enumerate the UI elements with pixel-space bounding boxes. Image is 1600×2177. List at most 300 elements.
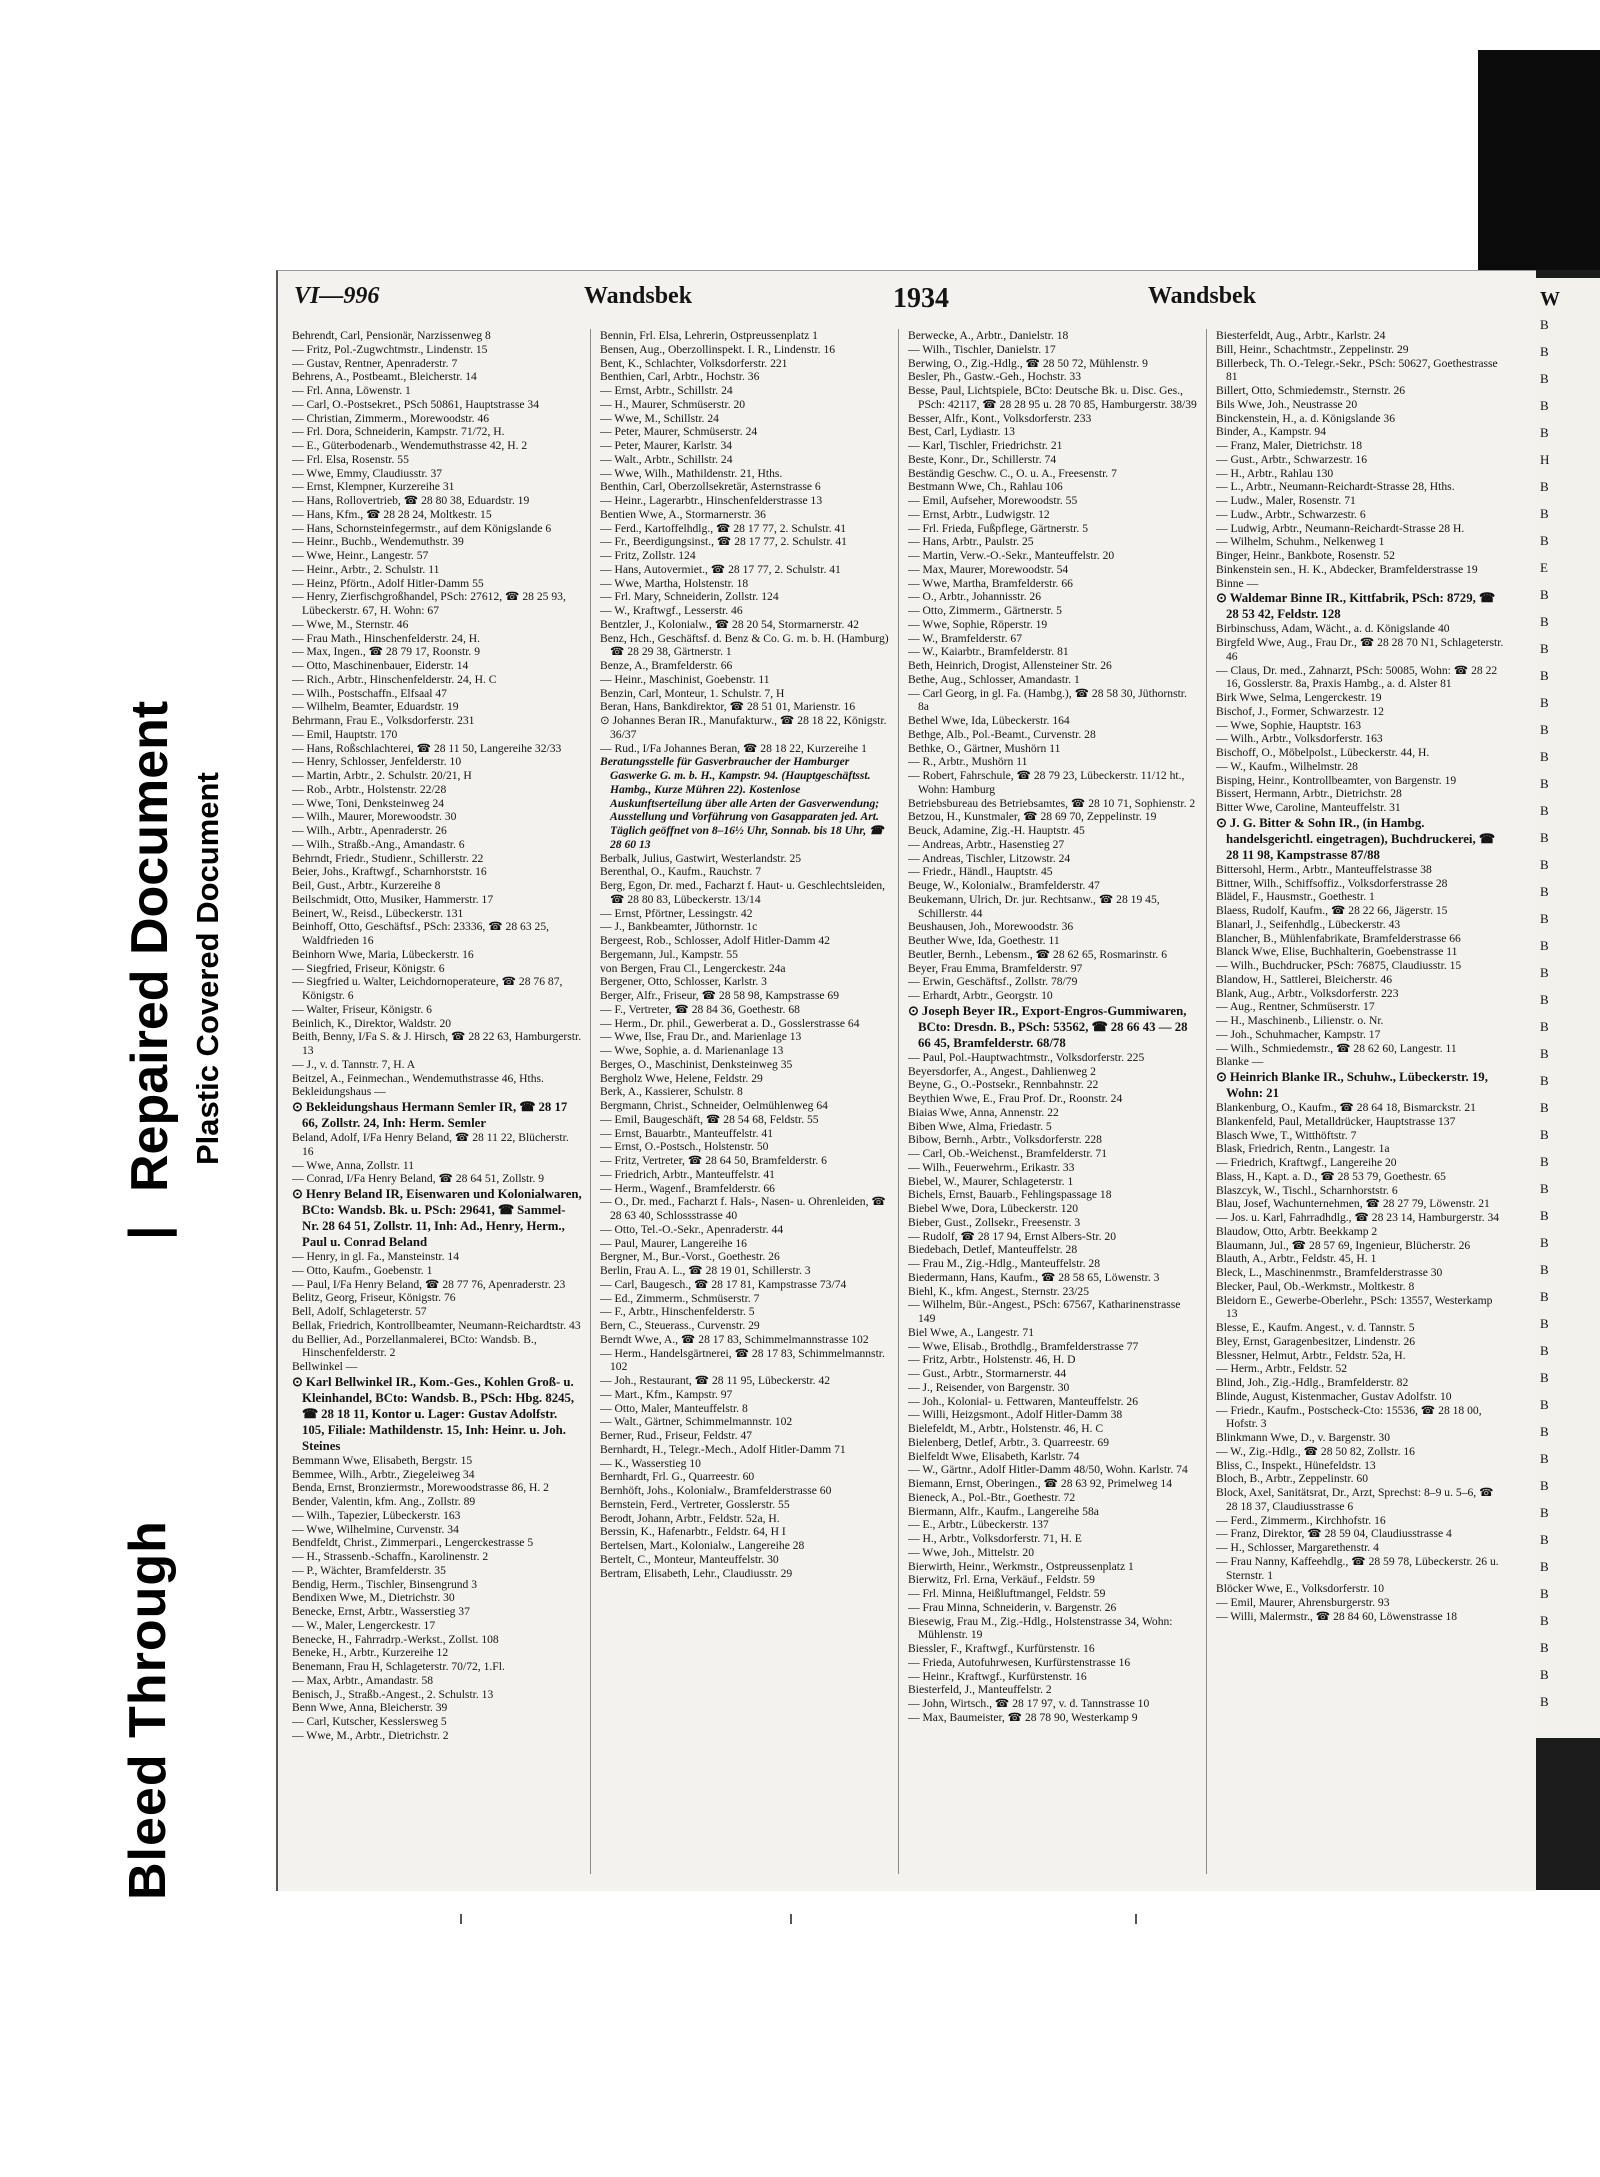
directory-entry: — Wwe, Sophie, Röperstr. 19 bbox=[908, 617, 1048, 631]
highlighted-listing: ⊙ Joseph Beyer IR., Export-Engros-Gummiwaren, BCto: Dresdn. B., PSch: 53562, ☎ 28 66 43 — 28 66 45, Bramfelderstr. 68/78 bbox=[908, 1003, 1188, 1050]
directory-entry: Billert, Otto, Schmiedemstr., Sternstr. 26 bbox=[1216, 384, 1406, 397]
next-page-stub: B bbox=[1540, 1424, 1549, 1439]
next-page-stub: B bbox=[1540, 1046, 1549, 1061]
next-page-stub: B bbox=[1540, 938, 1549, 953]
directory-entry: — Gust., Arbtr., Schwarzestr. 16 bbox=[1216, 452, 1368, 466]
directory-entry: — Henry, in gl. Fa., Mansteinstr. 14 bbox=[292, 1250, 460, 1263]
directory-entry: Bendixen Wwe, M., Dietrichstr. 30 bbox=[292, 1591, 455, 1605]
directory-entry: — Frau Minna, Schneiderin, v. Bargenstr. 26 bbox=[908, 1600, 1117, 1614]
directory-entry: — Gust., Arbtr., Stormarnerstr. 44 bbox=[908, 1367, 1067, 1380]
directory-entry: Beilschmidt, Otto, Musiker, Hammerstr. 17 bbox=[292, 892, 494, 906]
directory-entry: — Frl. Frieda, Fußpflege, Gärtnerstr. 5 bbox=[908, 521, 1088, 535]
directory-entry: Benisch, J., Straßb.-Angest., 2. Schulstr. 13 bbox=[292, 1687, 494, 1701]
directory-entry: Bertelt, C., Monteur, Manteuffelstr. 30 bbox=[600, 1552, 779, 1566]
directory-entry: — Friedrich, Arbtr., Manteuffelstr. 41 bbox=[600, 1167, 775, 1181]
directory-entry: Beth, Heinrich, Drogist, Allensteiner Str. 26 bbox=[908, 659, 1112, 672]
directory-entry: Bloch, B., Arbtr., Zeppelinstr. 60 bbox=[1216, 1472, 1368, 1486]
next-page-stub: B bbox=[1540, 1559, 1549, 1574]
directory-entry: Biedebach, Detlef, Manteuffelstr. 28 bbox=[908, 1243, 1078, 1257]
directory-entry: Beushausen, Joh., Morewoodstr. 36 bbox=[908, 920, 1074, 934]
directory-entry: — Peter, Maurer, Karlstr. 34 bbox=[600, 439, 733, 452]
directory-entry: — Hans, Schornsteinfegermstr., auf dem Königslande 6 bbox=[292, 521, 552, 535]
directory-entry: — Wilh., Tischler, Danielstr. 17 bbox=[908, 342, 1056, 356]
next-page-stub: B bbox=[1540, 1667, 1549, 1682]
directory-entry: — Siegfried, Friseur, Königstr. 6 bbox=[292, 961, 445, 975]
directory-entry: — Karl, Tischler, Friedrichstr. 21 bbox=[908, 439, 1063, 452]
directory-entry: — Ernst, Pförtner, Lessingstr. 42 bbox=[600, 906, 753, 920]
next-page-stub: B bbox=[1540, 371, 1549, 386]
next-page-stub: B bbox=[1540, 1235, 1549, 1250]
directory-entry: Berbalk, Julius, Gastwirt, Westerlandstr. 25 bbox=[600, 851, 802, 865]
directory-entry: — Rob., Arbtr., Holstenstr. 22/28 bbox=[292, 782, 447, 796]
directory-entry: — Carl, Kutscher, Kesslersweg 5 bbox=[292, 1715, 447, 1728]
directory-entry: — Max, Arbtr., Amandastr. 58 bbox=[292, 1673, 434, 1687]
directory-entry: — Wilhelm, Beamter, Eduardstr. 19 bbox=[292, 700, 459, 714]
directory-entry: Bischof, J., Former, Schwarzestr. 12 bbox=[1216, 704, 1384, 718]
next-page-header: W bbox=[1540, 288, 1560, 310]
next-page-stub: B bbox=[1540, 317, 1549, 332]
next-page-stub: B bbox=[1540, 803, 1549, 818]
directory-entry: — Carl, O.-Postsekret., PSch 50861, Hauptstrasse 34 bbox=[292, 397, 539, 411]
directory-entry: Blädel, F., Hausmstr., Goethestr. 1 bbox=[1216, 890, 1375, 904]
next-page-stub: B bbox=[1540, 830, 1549, 845]
directory-entry: Bethel Wwe, Ida, Lübeckerstr. 164 bbox=[908, 714, 1070, 727]
next-page-stub: B bbox=[1540, 1451, 1549, 1466]
directory-entry: — Heinr., Buchb., Wendemuthstr. 39 bbox=[292, 535, 464, 549]
next-page-stub: B bbox=[1540, 695, 1549, 710]
directory-entry: — Carl, Ob.-Weichenst., Bramfelderstr. 71 bbox=[908, 1147, 1108, 1160]
next-page-stub: B bbox=[1540, 1019, 1549, 1034]
directory-entry: — Wwe, Emmy, Claudiusstr. 37 bbox=[292, 466, 443, 480]
directory-entry: Blanck Wwe, Elise, Buchhalterin, Goebenstrasse 11 bbox=[1216, 945, 1458, 959]
directory-entry: Besse, Paul, Lichtspiele, BCto: Deutsche Bk. u. Disc. Ges., PSch: 42117, ☎ 28 28 95 u. 28 70 85, Hamburgerstr. 38/39 bbox=[908, 384, 1197, 411]
directory-entry: Bibow, Bernh., Arbtr., Volksdorferstr. 228 bbox=[908, 1133, 1102, 1147]
directory-entry: — Paul, Maurer, Langereihe 16 bbox=[600, 1236, 747, 1250]
directory-entry: — Ernst, Klempner, Kurzereihe 31 bbox=[292, 480, 455, 494]
directory-entry: Benda, Ernst, Bronziermstr., Morewoodstrasse 86, H. 2 bbox=[292, 1481, 549, 1495]
directory-entry: Beythien Wwe, E., Frau Prof. Dr., Roonstr. 24 bbox=[908, 1092, 1123, 1105]
directory-entry: Bestmann Wwe, Ch., Rahlau 106 bbox=[908, 480, 1063, 494]
next-page-stub: B bbox=[1540, 1478, 1549, 1493]
directory-entry: — Otto, Maschinenbauer, Eiderstr. 14 bbox=[292, 659, 469, 672]
directory-entry: Blaumann, Jul., ☎ 28 57 69, Ingenieur, Blücherstr. 26 bbox=[1216, 1238, 1471, 1252]
directory-entry: — F., Arbtr., Hinschenfelderstr. 5 bbox=[600, 1305, 755, 1319]
directory-entry: Beratungsstelle für Gasverbraucher der Hamburger Gaswerke G. m. b. H., Kampstr. 94. (Hauptgeschäftsst. Hambg., Kurze Mühren 22). Kostenlose Auskunftserteilung über alle Arten der Gasverwendung; Ausstellung und Vorführung von Gasapparaten jed. Art. Täglich geöffnet von 8–16½ Uhr, Sonnab. bis 18 Uhr, ☎ 28 60 13 bbox=[600, 755, 884, 851]
directory-entry: — Emil, Aufseher, Morewoodstr. 55 bbox=[908, 494, 1078, 507]
directory-entry: Behrens, A., Postbeamt., Bleicherstr. 14 bbox=[292, 370, 477, 384]
directory-entry: — J., v. d. Tannstr. 7, H. A bbox=[292, 1057, 416, 1071]
next-page-edge bbox=[1532, 278, 1600, 1738]
directory-entry: Bergemann, Jul., Kampstr. 55 bbox=[600, 947, 738, 961]
bleed-through-label: Bleed Through bbox=[119, 1520, 177, 1900]
directory-entry: Beland, Adolf, I/Fa Henry Beland, ☎ 28 11 22, Blücherstr. 16 bbox=[292, 1131, 569, 1158]
directory-entry: — Ferd., Zimmerm., Kirchhofstr. 16 bbox=[1216, 1513, 1386, 1527]
directory-entry: Biebel Wwe, Dora, Lübeckerstr. 120 bbox=[908, 1202, 1079, 1215]
directory-entry: Bielfeldt Wwe, Elisabeth, Karlstr. 74 bbox=[908, 1449, 1080, 1463]
next-page-stub: B bbox=[1540, 425, 1549, 440]
next-page-stub: B bbox=[1540, 506, 1549, 521]
directory-entry: Blancher, B., Mühlenfabrikate, Bramfelderstrasse 66 bbox=[1216, 931, 1461, 945]
directory-entry: Beste, Konr., Dr., Schillerstr. 74 bbox=[908, 452, 1057, 466]
directory-entry: Bierwitz, Frl. Erna, Verkäuf., Feldstr. 59 bbox=[908, 1573, 1095, 1587]
directory-entry: Beuck, Adamine, Zig.-H. Hauptstr. 45 bbox=[908, 824, 1085, 837]
scanner-border-top bbox=[1478, 50, 1600, 275]
directory-entry: — Hans, Autovermiet., ☎ 28 17 77, 2. Schulstr. 41 bbox=[600, 562, 841, 576]
directory-entry: — Wilhelm, Schuhm., Nelkenweg 1 bbox=[1216, 535, 1385, 549]
directory-entry: Benze, A., Bramfelderstr. 66 bbox=[600, 659, 733, 672]
directory-entry: Bieneck, A., Pol.-Btr., Goethestr. 72 bbox=[908, 1490, 1076, 1504]
directory-entry: Berodt, Johann, Arbtr., Feldstr. 52a, H. bbox=[600, 1511, 780, 1525]
next-page-stub: B bbox=[1540, 1289, 1549, 1304]
directory-entry: — Friedrich, Kraftwgf., Langereihe 20 bbox=[1216, 1156, 1397, 1169]
directory-entry: — Wilh., Schmiedemstr., ☎ 28 62 60, Langestr. 11 bbox=[1216, 1041, 1457, 1055]
directory-entry: — Otto, Maler, Manteuffelstr. 8 bbox=[600, 1401, 748, 1415]
directory-entry: — W., Zig.-Hdlg., ☎ 28 50 82, Zollstr. 16 bbox=[1216, 1444, 1415, 1458]
directory-entry: Beyersdorfer, A., Angest., Dahlienweg 2 bbox=[908, 1064, 1096, 1078]
directory-entry: — Max, Baumeister, ☎ 28 78 90, Westerkamp 9 bbox=[908, 1710, 1138, 1724]
next-page-stubs bbox=[1534, 311, 1600, 1715]
directory-entry: — K., Wasserstieg 10 bbox=[600, 1456, 701, 1470]
directory-entry: Bitter Wwe, Caroline, Manteuffelstr. 31 bbox=[1216, 801, 1401, 814]
directory-entry: — Emil, Maurer, Ahrensburgerstr. 93 bbox=[1216, 1596, 1390, 1609]
directory-entry: Block, Axel, Sanitätsrat, Dr., Arzt, Sprechst: 8–9 u. 5–6, ☎ 28 18 37, Claudiusstrasse 6 bbox=[1216, 1486, 1494, 1513]
directory-entry: Bethe, Aug., Schlosser, Amandastr. 1 bbox=[908, 672, 1080, 686]
directory-entry: Blesse, E., Kaufm. Angest., v. d. Tannstr. 5 bbox=[1216, 1321, 1415, 1334]
directory-entry: — Max, Ingen., ☎ 28 79 17, Roonstr. 9 bbox=[292, 645, 481, 659]
directory-entry: Bielefeldt, M., Arbtr., Holstenstr. 46, H. C bbox=[908, 1422, 1104, 1435]
directory-entry: Bern, C., Steuerass., Curvenstr. 29 bbox=[600, 1319, 760, 1332]
directory-entry: — Wwe, Elisab., Brothdlg., Bramfelderstrasse 77 bbox=[908, 1339, 1139, 1353]
directory-entry: Bergeest, Rob., Schlosser, Adolf Hitler-Damm 42 bbox=[600, 934, 830, 947]
directory-entry: — Herm., Handelsgärtnerei, ☎ 28 17 83, Schimmelmannstr. 102 bbox=[600, 1346, 885, 1374]
directory-entry: Beutler, Bernh., Lebensm., ☎ 28 62 65, Rosmarinstr. 6 bbox=[908, 947, 1168, 961]
directory-entry: Biel Wwe, A., Langestr. 71 bbox=[908, 1325, 1035, 1339]
directory-entry: Blau, Josef, Wachunternehmen, ☎ 28 27 79, Löwenstr. 21 bbox=[1216, 1197, 1490, 1211]
directory-entry: Berger, Alfr., Friseur, ☎ 28 58 98, Kampstrasse 69 bbox=[600, 989, 840, 1002]
directory-entry: — Wwe, Heinr., Langestr. 57 bbox=[292, 549, 429, 562]
next-page-stub: H bbox=[1540, 452, 1550, 467]
directory-entry: Bellak, Friedrich, Kontrollbeamter, Neumann-Reichardtstr. 43 bbox=[292, 1318, 581, 1332]
directory-entry: — Wilh., Arbtr., Volksdorferstr. 163 bbox=[1216, 732, 1383, 746]
directory-entry: Bichels, Ernst, Bauarb., Fehlingspassage 18 bbox=[908, 1188, 1112, 1202]
directory-entry: — E., Arbtr., Lübeckerstr. 137 bbox=[908, 1518, 1049, 1532]
directory-entry: Blaess, Rudolf, Kaufm., ☎ 28 22 66, Jägerstr. 15 bbox=[1216, 904, 1448, 917]
directory-entry: — Henry, Zierfischgroßhandel, PSch: 27612, ☎ 28 25 93, Lübeckerstr. 67, H. Wohn: 67 bbox=[292, 590, 566, 617]
next-page-stub: B bbox=[1540, 722, 1549, 737]
highlighted-listing: ⊙ J. G. Bitter & Sohn IR., (in Hambg. handelsgerichtl. eingetragen), Buchdruckerei, ☎ 28 11 98, Kampstrasse 87/88 bbox=[1216, 815, 1495, 862]
directory-entry: — Frl. Mary, Schneiderin, Zollstr. 124 bbox=[600, 590, 779, 604]
directory-entry: Berg, Egon, Dr. med., Facharzt f. Haut- u. Geschlechtsleiden, ☎ 28 80 83, Lübeckerstr. 13/14 bbox=[600, 879, 886, 906]
directory-entry: — W., Gärtnr., Adolf Hitler-Damm 48/50, Wohn. Karlstr. 74 bbox=[908, 1463, 1188, 1477]
directory-entry: Beuge, W., Kolonialw., Bramfelderstr. 47 bbox=[908, 879, 1100, 892]
directory-entry: Beier, Johs., Kraftwgf., Scharnhorststr. 16 bbox=[292, 865, 487, 879]
directory-entry: Bittner, Wilh., Schiffsoffiz., Volksdorferstrasse 28 bbox=[1216, 876, 1448, 890]
directory-entry: Biedermann, Hans, Kaufm., ☎ 28 58 65, Löwenstr. 3 bbox=[908, 1270, 1160, 1284]
directory-entry: — Wilh., Buchdrucker, PSch: 76875, Claudiusstr. 15 bbox=[1216, 959, 1462, 972]
directory-entry: — Rudolf, ☎ 28 17 94, Ernst Albers-Str. 20 bbox=[908, 1229, 1116, 1243]
directory-entry: — Frau M., Zig.-Hdlg., Manteuffelstr. 28 bbox=[908, 1257, 1101, 1270]
directory-entry: — Erhardt, Arbtr., Georgstr. 10 bbox=[908, 989, 1053, 1002]
directory-entry: Blask, Friedrich, Rentn., Langestr. 1a bbox=[1216, 1142, 1390, 1156]
directory-entry: — Fritz, Zollstr. 124 bbox=[600, 549, 696, 562]
directory-entry: Blauth, A., Arbtr., Feldstr. 45, H. 1 bbox=[1216, 1252, 1377, 1266]
directory-entry: — Walt., Arbtr., Schillstr. 24 bbox=[600, 452, 733, 466]
directory-entry: — Friedr., Kaufm., Postscheck-Cto: 15536, ☎ 28 18 00, Hofstr. 3 bbox=[1216, 1403, 1482, 1431]
directory-entry: — R., Arbtr., Mushörn 11 bbox=[908, 755, 1028, 769]
directory-entry: — Friedr., Händl., Hauptstr. 45 bbox=[908, 865, 1053, 879]
directory-entry: — W., Bramfelderstr. 67 bbox=[908, 631, 1022, 645]
directory-entry: — L., Arbtr., Neumann-Reichardt-Strasse 28, Hths. bbox=[1216, 480, 1455, 494]
directory-entry: — Willi, Heizgsmont., Adolf Hitler-Damm 38 bbox=[908, 1408, 1123, 1422]
directory-entry: — H., Schlosser, Margarethenstr. 4 bbox=[1216, 1541, 1379, 1554]
directory-entry: Biehl, K., kfm. Angest., Sternstr. 23/25 bbox=[908, 1284, 1089, 1298]
directory-entry: Beinlich, K., Direktor, Waldstr. 20 bbox=[292, 1016, 452, 1030]
column-divider bbox=[898, 329, 899, 1874]
directory-entry: — Aug., Rentner, Schmüserstr. 17 bbox=[1216, 1000, 1375, 1014]
directory-entry: — Martin, Arbtr., 2. Schulstr. 20/21, H bbox=[292, 769, 472, 782]
directory-entry: Beitzel, A., Feinmechan., Wendemuthstrasse 46, Hths. bbox=[292, 1071, 544, 1085]
directory-entry: — E., Güterbodenarb., Wendemuthstrasse 42, H. 2 bbox=[292, 439, 528, 452]
place-name-right: Wandsbek bbox=[1148, 283, 1257, 309]
directory-entry: Blandow, H., Sattlerei, Bleicherstr. 46 bbox=[1216, 972, 1393, 986]
next-page-stub: B bbox=[1540, 1100, 1549, 1115]
next-page-stub: B bbox=[1540, 1127, 1549, 1142]
directory-entry: Behrmann, Frau E., Volksdorferstr. 231 bbox=[292, 714, 475, 727]
directory-entry: — Ernst, Bauarbtr., Manteuffelstr. 41 bbox=[600, 1126, 774, 1140]
next-page-stub: B bbox=[1540, 1262, 1549, 1277]
directory-entry: — Wwe, Ilse, Frau Dr., and. Marienlage 13 bbox=[600, 1030, 802, 1044]
directory-entry: Biemann, Ernst, Oberingen., ☎ 28 63 92, Primelweg 14 bbox=[908, 1477, 1172, 1490]
label-separator: | bbox=[119, 1225, 177, 1240]
directory-entry: Berndt Wwe, A., ☎ 28 17 83, Schimmelmannstrasse 102 bbox=[600, 1332, 869, 1346]
directory-entry: — W., Kraftwgf., Lesserstr. 46 bbox=[600, 604, 743, 617]
directory-entry: Blöcker Wwe, E., Volksdorferstr. 10 bbox=[1216, 1582, 1385, 1596]
directory-entry: — Otto, Tel.-O.-Sekr., Apenraderstr. 44 bbox=[600, 1222, 784, 1236]
directory-entry: — Franz, Maler, Dietrichstr. 18 bbox=[1216, 439, 1363, 452]
directory-entry: Bent, K., Schlachter, Volksdorferstr. 221 bbox=[600, 356, 788, 370]
directory-entry: Bendig, Herm., Tischler, Binsengrund 3 bbox=[292, 1577, 478, 1591]
directory-entry: Birk Wwe, Selma, Lengerckestr. 19 bbox=[1216, 691, 1382, 704]
directory-entry: — Joh., Kolonial- u. Fettwaren, Manteuffelstr. 26 bbox=[908, 1394, 1139, 1408]
directory-entry: Bernhardt, H., Telegr.-Mech., Adolf Hitler-Damm 71 bbox=[600, 1442, 846, 1456]
directory-entry: Blinkmann Wwe, D., v. Bargenstr. 30 bbox=[1216, 1431, 1390, 1444]
directory-entry: — Otto, Zimmerm., Gärtnerstr. 5 bbox=[908, 604, 1062, 617]
directory-entry: Bleck, L., Maschinenmstr., Bramfelderstrasse 30 bbox=[1216, 1266, 1443, 1279]
directory-entry: Bendfeldt, Christ., Zimmerpari., Lengerckestrasse 5 bbox=[292, 1536, 534, 1550]
place-name-left: Wandsbek bbox=[584, 283, 693, 309]
directory-entry: Bergener, Otto, Schlosser, Karlstr. 3 bbox=[600, 975, 767, 989]
directory-page bbox=[276, 270, 1536, 1891]
directory-entry: Blanke — bbox=[1216, 1055, 1264, 1069]
directory-entry: Behrndt, Friedr., Studienr., Schillerstr. 22 bbox=[292, 851, 484, 865]
directory-entry: Birgfeld Wwe, Aug., Frau Dr., ☎ 28 28 70 N1, Schlageterstr. 46 bbox=[1216, 636, 1504, 663]
directory-entry: Beyer, Frau Emma, Bramfelderstr. 97 bbox=[908, 961, 1083, 975]
directory-entry: Beinhorn Wwe, Maria, Lübeckerstr. 16 bbox=[292, 947, 474, 961]
directory-entry: — W., Maler, Lengerckestr. 17 bbox=[292, 1618, 436, 1632]
directory-entry: — Frl. Minna, Heißluftmangel, Feldstr. 59 bbox=[908, 1587, 1106, 1600]
directory-entry: Biessler, F., Kraftwgf., Kurfürstenstr. 16 bbox=[908, 1642, 1095, 1655]
directory-entry: Belitz, Georg, Friseur, Königstr. 76 bbox=[292, 1291, 456, 1305]
column-divider bbox=[590, 329, 591, 1874]
next-page-stub: B bbox=[1540, 911, 1549, 926]
next-page-stub: B bbox=[1540, 1397, 1549, 1412]
directory-entry: — Willi, Malermstr., ☎ 28 84 60, Löwenstrasse 18 bbox=[1216, 1609, 1458, 1623]
directory-entry: — Ernst, O.-Postsch., Holstenstr. 50 bbox=[600, 1140, 769, 1154]
directory-entry: Biben Wwe, Alma, Friedastr. 5 bbox=[908, 1119, 1052, 1133]
directory-entry: Blanarl, J., Seifenhdlg., Lübeckerstr. 43 bbox=[1216, 917, 1401, 931]
directory-column-1 bbox=[292, 329, 582, 1874]
directory-entry: Bergner, M., Bur.-Vorst., Goethestr. 26 bbox=[600, 1250, 780, 1264]
next-page-stub: B bbox=[1540, 1586, 1549, 1601]
directory-entry: — Wilh., Straßb.-Ang., Amandastr. 6 bbox=[292, 837, 465, 851]
directory-entry: — Wwe, Martha, Holstenstr. 18 bbox=[600, 576, 749, 590]
directory-entry: Benz, Hch., Geschäftsf. d. Benz & Co. G. m. b. H. (Hamburg) ☎ 28 29 38, Gärtnerstr. 1 bbox=[600, 631, 889, 659]
directory-entry: Bliss, C., Inspekt., Hünefeldstr. 13 bbox=[1216, 1458, 1376, 1472]
directory-entry: Berwecke, A., Arbtr., Danielstr. 18 bbox=[908, 329, 1069, 342]
directory-entry: Binger, Heinr., Bankbote, Rosenstr. 52 bbox=[1216, 549, 1395, 562]
directory-entry: — Erwin, Geschäftsf., Zollstr. 78/79 bbox=[908, 975, 1078, 989]
directory-entry: Benn Wwe, Anna, Bleicherstr. 39 bbox=[292, 1701, 448, 1715]
directory-entry: Bensen, Aug., Oberzollinspekt. I. R., Lindenstr. 16 bbox=[600, 342, 836, 356]
directory-entry: — Wwe, M., Schillstr. 24 bbox=[600, 411, 719, 425]
directory-entry: Beneke, H., Arbtr., Kurzereihe 12 bbox=[292, 1646, 449, 1660]
next-page-stub: B bbox=[1540, 776, 1549, 791]
directory-column-4 bbox=[1216, 329, 1506, 1874]
directory-entry: Biebel, W., Maurer, Schlageterstr. 1 bbox=[908, 1174, 1074, 1188]
directory-entry: — Wwe, Wilh., Mathildenstr. 21, Hths. bbox=[600, 466, 783, 480]
directory-entry: — Fritz, Arbtr., Holstenstr. 46, H. D bbox=[908, 1353, 1076, 1367]
directory-entry: Blank, Aug., Arbtr., Volksdorferstr. 223 bbox=[1216, 986, 1399, 1000]
directory-entry: Billerbeck, Th. O.-Telegr.-Sekr., PSch: 50627, Goethestrasse 81 bbox=[1216, 356, 1498, 384]
next-page-stub: B bbox=[1540, 1532, 1549, 1547]
directory-entry: Blecker, Paul, Ob.-Werkmstr., Moltkestr. 8 bbox=[1216, 1279, 1415, 1293]
directory-entry: Berenthal, O., Kaufm., Rauchstr. 7 bbox=[600, 865, 761, 879]
next-page-stub: B bbox=[1540, 1343, 1549, 1358]
directory-entry: — Hans, Kfm., ☎ 28 28 24, Moltkestr. 15 bbox=[292, 507, 492, 521]
directory-entry: Bieber, Gust., Zollsekr., Freesenstr. 3 bbox=[908, 1215, 1081, 1229]
directory-entry: — Herm., Dr. phil., Gewerberat a. D., Gosslerstrasse 64 bbox=[600, 1016, 860, 1030]
directory-entry: Bethke, O., Gärtner, Mushörn 11 bbox=[908, 741, 1061, 755]
directory-entry: Bischoff, O., Möbelpolst., Lübeckerstr. 44, H. bbox=[1216, 746, 1430, 759]
directory-entry: Berner, Rud., Friseur, Feldstr. 47 bbox=[600, 1429, 753, 1442]
directory-entry: Beran, Hans, Bankdirektor, ☎ 28 51 01, Marienstr. 16 bbox=[600, 700, 856, 714]
highlighted-listing: ⊙ Heinrich Blanke IR., Schuhw., Lübeckerstr. 19, Wohn: 21 bbox=[1216, 1070, 1488, 1100]
next-page-stub: B bbox=[1540, 533, 1549, 548]
directory-entry: — Herm., Arbtr., Feldstr. 52 bbox=[1216, 1362, 1348, 1376]
next-page-stub: B bbox=[1540, 398, 1549, 413]
directory-entry: — Claus, Dr. med., Zahnarzt, PSch: 50085, Wohn: ☎ 28 22 16, Gosslerstr. 8a, Praxis Hambg., a. d. Alster 81 bbox=[1216, 663, 1498, 691]
next-page-stub: B bbox=[1540, 614, 1549, 629]
plastic-covered-label: Plastic Covered Document bbox=[190, 772, 225, 1165]
directory-entry: — Rich., Arbtr., Hinschenfelderstr. 24, H. C bbox=[292, 672, 497, 686]
directory-entry: Beyne, G., O.-Postsekr., Rennbahnstr. 22 bbox=[908, 1078, 1099, 1092]
directory-entry: Bissert, Hermann, Arbtr., Dietrichstr. 28 bbox=[1216, 787, 1402, 801]
directory-entry: — Hans, Arbtr., Paulstr. 25 bbox=[908, 535, 1034, 549]
directory-entry: — Hans, Rollovertrieb, ☎ 28 80 38, Eduardstr. 19 bbox=[292, 494, 530, 507]
directory-entry: Benecke, Ernst, Arbtr., Wasserstieg 37 bbox=[292, 1605, 470, 1618]
next-page-stub: B bbox=[1540, 1073, 1549, 1088]
directory-entry: Bertram, Elisabeth, Lehr., Claudiusstr. 29 bbox=[600, 1566, 793, 1580]
directory-entry: Bergmann, Christ., Schneider, Oelmühlenweg 64 bbox=[600, 1099, 828, 1112]
directory-entry: — Henry, Schlosser, Jenfelderstr. 10 bbox=[292, 755, 462, 769]
directory-entry: Bemmee, Wilh., Arbtr., Ziegeleiweg 34 bbox=[292, 1467, 475, 1481]
directory-entry: Biesterfeld, J., Manteuffelstr. 2 bbox=[908, 1683, 1052, 1697]
directory-entry: — Wwe, Sophie, Hauptstr. 163 bbox=[1216, 718, 1362, 732]
directory-entry: Bielenberg, Detlef, Arbtr., 3. Quarreestr. 69 bbox=[908, 1435, 1110, 1449]
directory-entry: Blinde, August, Kistenmacher, Gustav Adolfstr. 10 bbox=[1216, 1389, 1452, 1403]
directory-entry: — Paul, Pol.-Hauptwachtmstr., Volksdorferstr. 225 bbox=[908, 1050, 1145, 1064]
directory-entry: — H., Arbtr., Rahlau 130 bbox=[1216, 466, 1334, 480]
next-page-stub: B bbox=[1540, 1694, 1549, 1709]
directory-entry: — Martin, Verw.-O.-Sekr., Manteuffelstr. 20 bbox=[908, 549, 1115, 562]
directory-entry: Biaias Wwe, Anna, Annenstr. 22 bbox=[908, 1105, 1059, 1119]
directory-entry: Berlin, Frau A. L., ☎ 28 19 01, Schillerstr. 3 bbox=[600, 1264, 811, 1277]
directory-entry: — Wwe, Wilhelmine, Curvenstr. 34 bbox=[292, 1522, 459, 1536]
directory-entry: — Wilhelm, Bür.-Angest., PSch: 67567, Katharinenstrasse 149 bbox=[908, 1298, 1181, 1325]
next-page-stub: B bbox=[1540, 749, 1549, 764]
directory-entry: — Walt., Gärtner, Schimmelmannstr. 102 bbox=[600, 1415, 793, 1429]
directory-entry: — H., Strassenb.-Schaffn., Karolinenstr. 2 bbox=[292, 1550, 489, 1563]
next-page-stub: B bbox=[1540, 479, 1549, 494]
directory-entry: — Franz, Direktor, ☎ 28 59 04, Claudiusstrasse 4 bbox=[1216, 1527, 1452, 1541]
directory-entry: Blankenfeld, Paul, Metalldrücker, Hauptstrasse 137 bbox=[1216, 1114, 1456, 1128]
directory-entry: — Walter, Friseur, Königstr. 6 bbox=[292, 1002, 432, 1016]
directory-entry: Berwing, O., Zig.-Hdlg., ☎ 28 50 72, Mühlenstr. 9 bbox=[908, 356, 1148, 370]
directory-entry: — Max, Maurer, Morewoodstr. 54 bbox=[908, 562, 1069, 576]
next-page-stub: B bbox=[1540, 641, 1549, 656]
directory-entry: Benthien, Carl, Arbtr., Hochstr. 36 bbox=[600, 370, 760, 384]
year: 1934 bbox=[893, 283, 949, 314]
directory-entry: — John, Wirtsch., ☎ 28 17 97, v. d. Tannstrasse 10 bbox=[908, 1697, 1150, 1710]
directory-entry: Benthin, Carl, Oberzollsekretär, Asternstrasse 6 bbox=[600, 480, 821, 494]
directory-entry: — Robert, Fahrschule, ☎ 28 79 23, Lübeckerstr. 11/12 ht., Wohn: Hamburg bbox=[908, 769, 1185, 796]
directory-entry: Berges, O., Maschinist, Denksteinweg 35 bbox=[600, 1057, 793, 1071]
directory-entry: — F., Vertreter, ☎ 28 84 36, Goethestr. 68 bbox=[600, 1002, 800, 1016]
directory-entry: — Heinr., Kraftwgf., Kurfürstenstr. 16 bbox=[908, 1669, 1087, 1683]
directory-entry: Blessner, Helmut, Arbtr., Feldstr. 52a, H. bbox=[1216, 1348, 1406, 1362]
directory-entry: — W., Kaufm., Wilhelmstr. 28 bbox=[1216, 759, 1358, 773]
directory-entry: — Hans, Roßschlachterei, ☎ 28 11 50, Langereihe 32/33 bbox=[292, 741, 562, 755]
next-page-stub: B bbox=[1540, 1613, 1549, 1628]
directory-entry: Best, Carl, Lydiastr. 13 bbox=[908, 425, 1015, 439]
directory-entry: — Frieda, Autofuhrwesen, Kurfürstenstrasse 16 bbox=[908, 1655, 1131, 1669]
directory-entry: — Wilh., Maurer, Morewoodstr. 30 bbox=[292, 810, 457, 824]
directory-entry: — O., Arbtr., Johannisstr. 26 bbox=[908, 590, 1042, 604]
directory-entry: Bierwirth, Heinr., Werkmstr., Ostpreussenplatz 1 bbox=[908, 1559, 1134, 1573]
directory-entry: — Carl Georg, in gl. Fa. (Hambg.), ☎ 28 58 30, Jüthornstr. 8a bbox=[908, 686, 1187, 714]
directory-entry: — Joh., Schuhmacher, Kampstr. 17 bbox=[1216, 1027, 1381, 1041]
page-number: VI—996 bbox=[294, 283, 380, 309]
directory-entry: — Jos. u. Karl, Fahrradhdlg., ☎ 28 23 14, Hamburgerstr. 34 bbox=[1216, 1211, 1500, 1224]
directory-entry: Besler, Ph., Gastw.-Geh., Hochstr. 33 bbox=[908, 370, 1081, 384]
directory-entry: — Gustav, Rentner, Apenraderstr. 7 bbox=[292, 356, 458, 370]
directory-entry: Beinhoff, Otto, Geschäftsf., PSch: 23336, ☎ 28 63 25, Waldfrieden 16 bbox=[292, 920, 550, 947]
directory-entry: — Heinr., Arbtr., 2. Schulstr. 11 bbox=[292, 562, 440, 576]
directory-entry: — Ludwig, Arbtr., Neumann-Reichardt-Strasse 28 H. bbox=[1216, 521, 1465, 535]
directory-entry: Besser, Alfr., Kont., Volksdorferstr. 233 bbox=[908, 411, 1092, 425]
directory-entry: Bittersohl, Herm., Arbtr., Manteuffelstrasse 38 bbox=[1216, 862, 1432, 876]
directory-column-3 bbox=[908, 329, 1198, 1874]
directory-entry: Bernhöft, Johs., Kolonialw., Bramfelderstrasse 60 bbox=[600, 1484, 832, 1497]
next-page-stub: B bbox=[1540, 857, 1549, 872]
directory-entry: Binkenstein sen., H. K., Abdecker, Bramfelderstrasse 19 bbox=[1216, 562, 1478, 576]
next-page-stub: B bbox=[1540, 1154, 1549, 1169]
directory-entry: — Frl. Anna, Löwenstr. 1 bbox=[292, 384, 411, 397]
directory-entry: — Mart., Kfm., Kampstr. 97 bbox=[600, 1387, 733, 1401]
next-page-stub: E bbox=[1540, 560, 1548, 575]
directory-entry: — H., Arbtr., Volksdorferstr. 71, H. E bbox=[908, 1532, 1082, 1545]
directory-entry: — O., Dr. med., Facharzt f. Hals-, Nasen- u. Ohrenleiden, ☎ 28 63 40, Schlossstrasse 40 bbox=[600, 1195, 886, 1222]
